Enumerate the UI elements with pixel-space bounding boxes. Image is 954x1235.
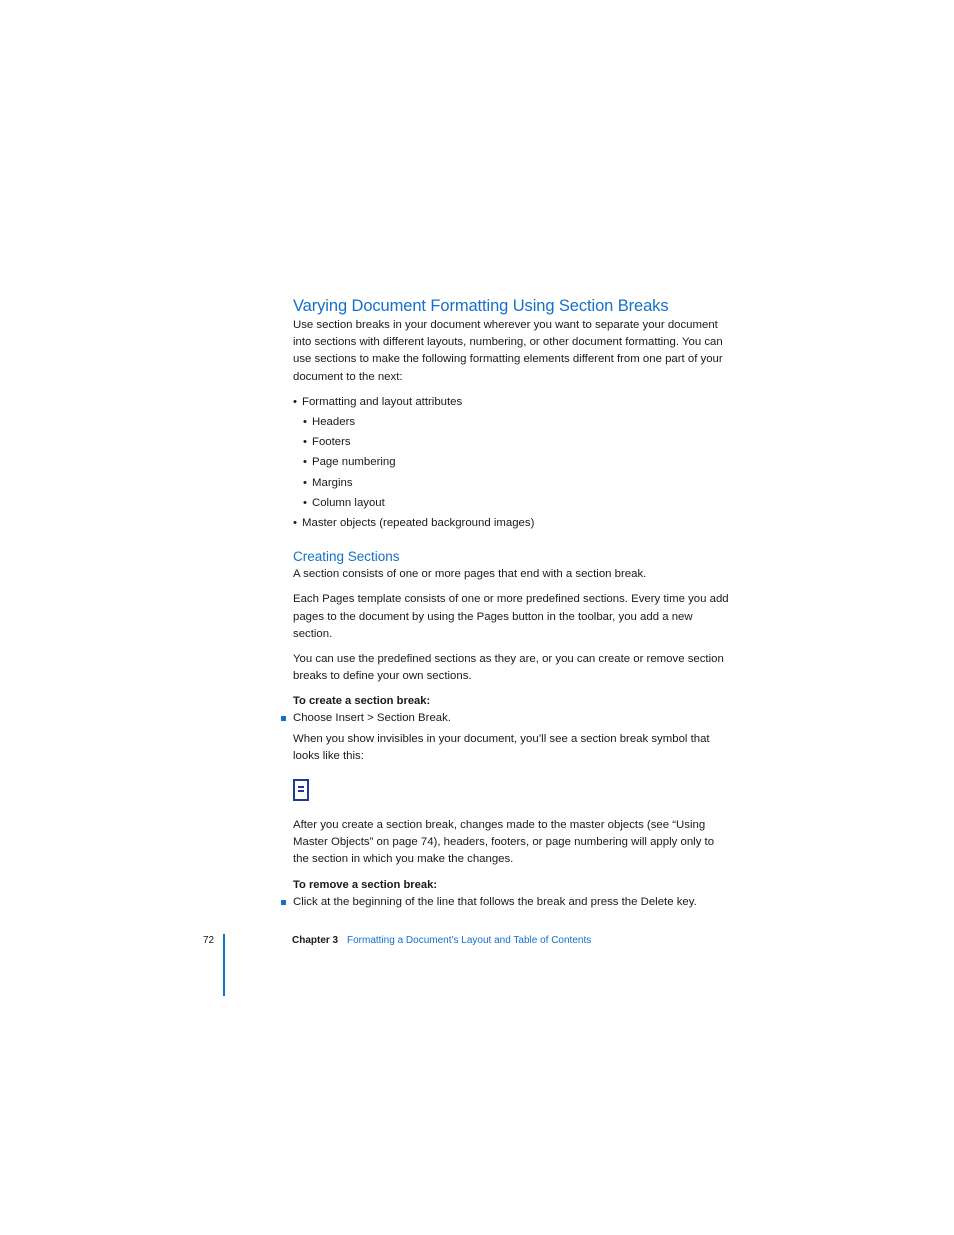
list-item: • Column layout (303, 495, 733, 512)
formatting-elements-list (293, 394, 733, 532)
step-text: Click at the beginning of the line that follows the break and press the Delete key. (293, 895, 697, 908)
step-bullet-icon (281, 900, 286, 905)
task-heading-create: To create a section break: (293, 695, 431, 708)
step-bullet-icon (281, 716, 286, 721)
step-create (293, 710, 733, 727)
step-text: Choose Insert > Section Break. (293, 712, 451, 725)
main-content (293, 295, 733, 911)
intro-paragraph: Use section breaks in your document wherever you want to separate your document into sections with different layouts, numbering, or other document formatting. You can use sections to make the following formatting elements different from one part of your document to the next: (293, 319, 723, 383)
list-item: • Formatting and layout attributes (293, 394, 733, 411)
paragraph: You can use the predefined sections as they are, or you can create or remove section breaks to define your own sections. (293, 653, 724, 683)
list-item: • Margins (303, 475, 733, 492)
list-item: • Page numbering (303, 454, 733, 471)
list-item: • Master objects (repeated background images) (293, 515, 733, 532)
section-break-symbol-icon (293, 779, 309, 801)
footer-rule (223, 934, 225, 996)
page-number: 72 (203, 935, 215, 946)
section-heading: Varying Document Formatting Using Section Breaks (293, 297, 669, 315)
list-item: • Footers (303, 434, 733, 451)
chapter-label: Chapter 3 (292, 935, 339, 946)
subsection-heading: Creating Sections (293, 549, 400, 565)
paragraph: A section consists of one or more pages that end with a section break. (293, 568, 647, 581)
step-remove (293, 894, 733, 911)
chapter-title: Formatting a Document’s Layout and Table of Contents (347, 935, 592, 946)
list-item: • Headers (303, 414, 733, 431)
paragraph: Each Pages template consists of one or more predefined sections. Every time you add pages to the document by using the Pages button in the toolbar, you add a new section. (293, 593, 729, 640)
task-heading-remove: To remove a section break: (293, 878, 438, 891)
paragraph: After you create a section break, changes made to the master objects (see “Using Master Objects” on page 74), headers, footers, or page numbering will apply only to the section in which you make the changes. (293, 819, 715, 866)
paragraph: When you show invisibles in your document, you’ll see a section break symbol that looks like this: (293, 732, 710, 762)
